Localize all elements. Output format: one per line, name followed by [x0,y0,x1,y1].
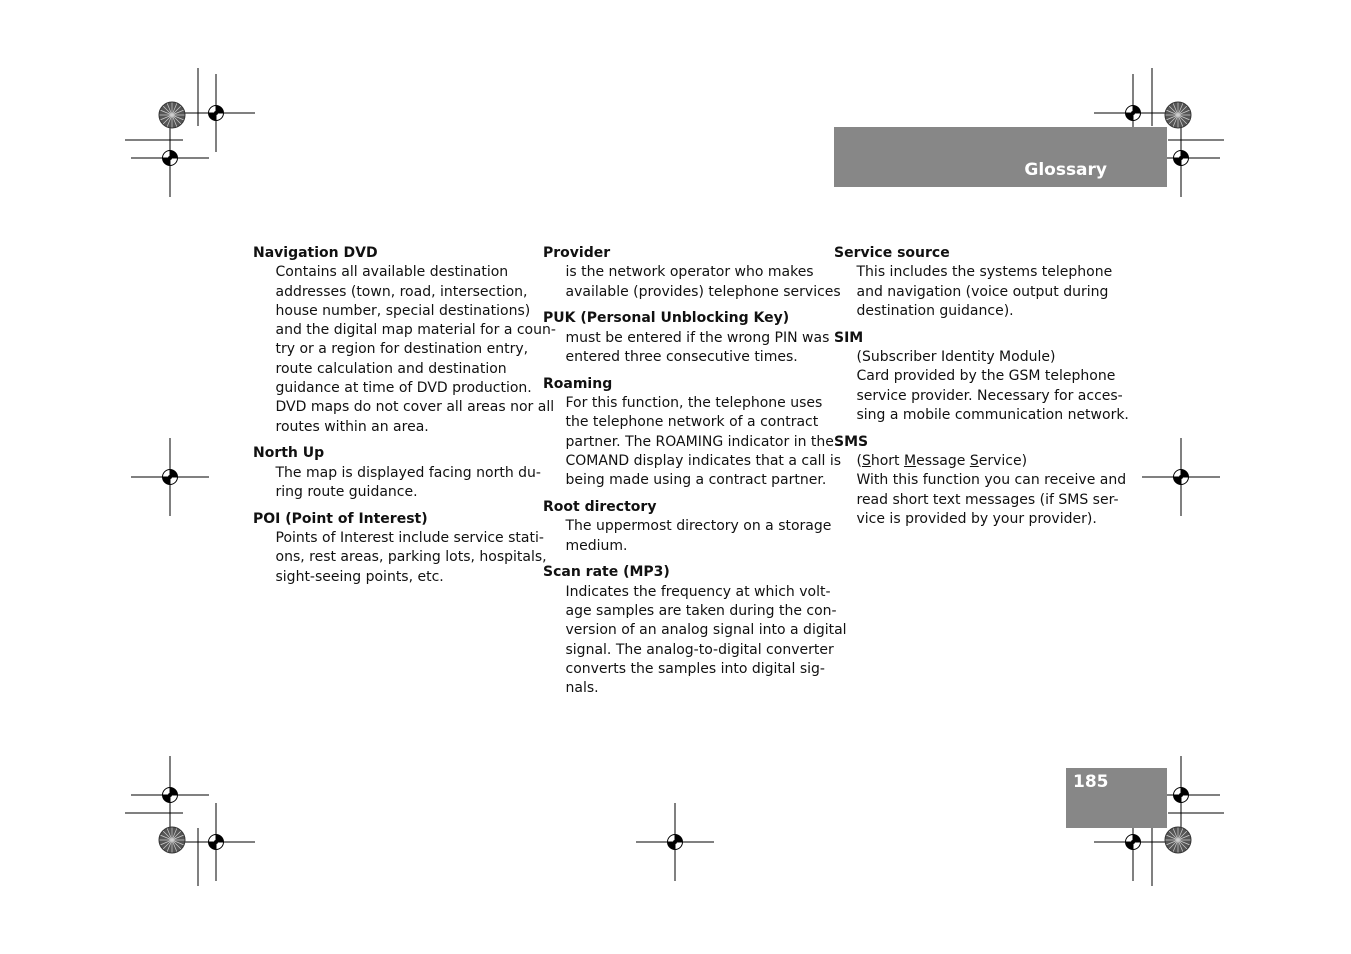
definition-line: The uppermost directory on a storage [565,518,832,535]
definition-line: and the digital map material for a coun- [275,322,556,339]
glossary-entry [543,498,832,556]
definition-line: medium. [565,537,628,554]
definition-line: try or a region for destination entry, [275,341,529,358]
definition-line: ons, rest areas, parking lots, hospitals, [275,549,547,566]
glossary-term: Scan rate (MP3) [543,564,670,581]
definition-line: the telephone network of a contract [565,414,819,431]
glossary-column-1 [253,244,556,595]
glossary-entry [834,244,1119,321]
glossary-definition [565,583,847,699]
definition-line: Indicates the frequency at which volt- [565,583,831,600]
glossary-term: SIM [834,329,864,346]
glossary-definition [566,329,829,368]
definition-line: (Subscriber Identity Module) [856,348,1056,365]
section-header-tab [834,127,1167,187]
glossary-definition [275,263,556,437]
definition-line: house number, special destinations) [275,302,531,319]
definition-line: nals. [565,680,599,697]
definition-line: Contains all available destination [275,264,509,281]
definition-line: Card provided by the GSM telephone [856,368,1116,385]
glossary-term: SMS [834,433,869,450]
glossary-definition [857,263,1120,321]
definition-line: available (provides) telephone services [565,283,841,300]
glossary-entry [543,563,847,698]
definition-line: For this function, the telephone uses [565,395,823,412]
glossary-definition [565,394,842,490]
glossary-entry [253,244,556,437]
definition-line: routes within an area. [275,418,429,435]
definition-line: read short text messages (if SMS ser- [856,491,1119,508]
glossary-column-3 [834,244,1129,537]
glossary-definition [856,452,1127,529]
glossary-definition [565,517,832,556]
glossary-entry [834,433,1127,529]
glossary-term: Roaming [543,375,613,392]
glossary-definition [275,529,547,587]
definition-line: With this function you can receive and [856,472,1127,489]
definition-line: converts the samples into digital sig- [565,660,825,677]
glossary-term: PUK (Personal Unblocking Key) [543,310,790,327]
definition-line: route calculation and destination [275,360,507,377]
definition-line: The map is displayed facing north du- [275,464,541,481]
glossary-entry [543,244,841,302]
glossary-definition [565,263,841,302]
glossary-term: Provider [543,245,611,261]
section-title: Glossary [1024,160,1107,180]
definition-line: (Short Message Service) [856,452,1028,469]
definition-line: guidance at time of DVD production. [275,380,532,397]
definition-line: destination guidance). [856,302,1014,319]
glossary-entry [543,309,828,367]
definition-line: DVD maps do not cover all areas nor all [275,399,555,416]
definition-line: service provider. Necessary for acces- [856,387,1123,404]
definition-line: entered three consecutive times. [565,348,798,365]
glossary-term: North Up [253,445,325,462]
definition-line: addresses (town, road, intersection, [275,283,528,300]
definition-line: being made using a contract partner. [565,472,827,489]
definition-line: This includes the systems telephone [856,264,1113,281]
glossary-term: Root directory [543,499,657,516]
glossary-term: POI (Point of Interest) [253,510,428,527]
definition-line: sight-seeing points, etc. [275,568,444,585]
definition-line: Points of Interest include service stati- [275,530,544,547]
glossary-entry [253,444,541,502]
definition-line: sing a mobile communication network. [856,406,1129,423]
glossary-definition [275,464,541,503]
page-number-tab [1066,768,1167,828]
definition-line: and navigation (voice output during [856,283,1109,300]
page-number: 185 [1073,772,1109,792]
definition-line: signal. The analog-to-digital converter [565,641,834,658]
definition-line: is the network operator who makes [565,264,814,281]
definition-line: COMAND display indicates that a call is [565,452,842,469]
glossary-term: Navigation DVD [253,245,378,261]
glossary-entry [543,375,842,491]
glossary-column-2 [543,244,847,706]
definition-line: vice is provided by your provider). [856,510,1097,527]
glossary-entry [834,329,1129,425]
glossary-definition [856,348,1129,425]
definition-line: version of an analog signal into a digital [565,622,847,639]
definition-line: must be entered if the wrong PIN was [565,329,830,346]
definition-line: partner. The ROAMING indicator in the [565,433,834,450]
glossary-entry [253,510,547,587]
glossary-term: Service source [834,245,950,261]
definition-line: age samples are taken during the con- [565,603,837,620]
definition-line: ring route guidance. [275,484,418,501]
